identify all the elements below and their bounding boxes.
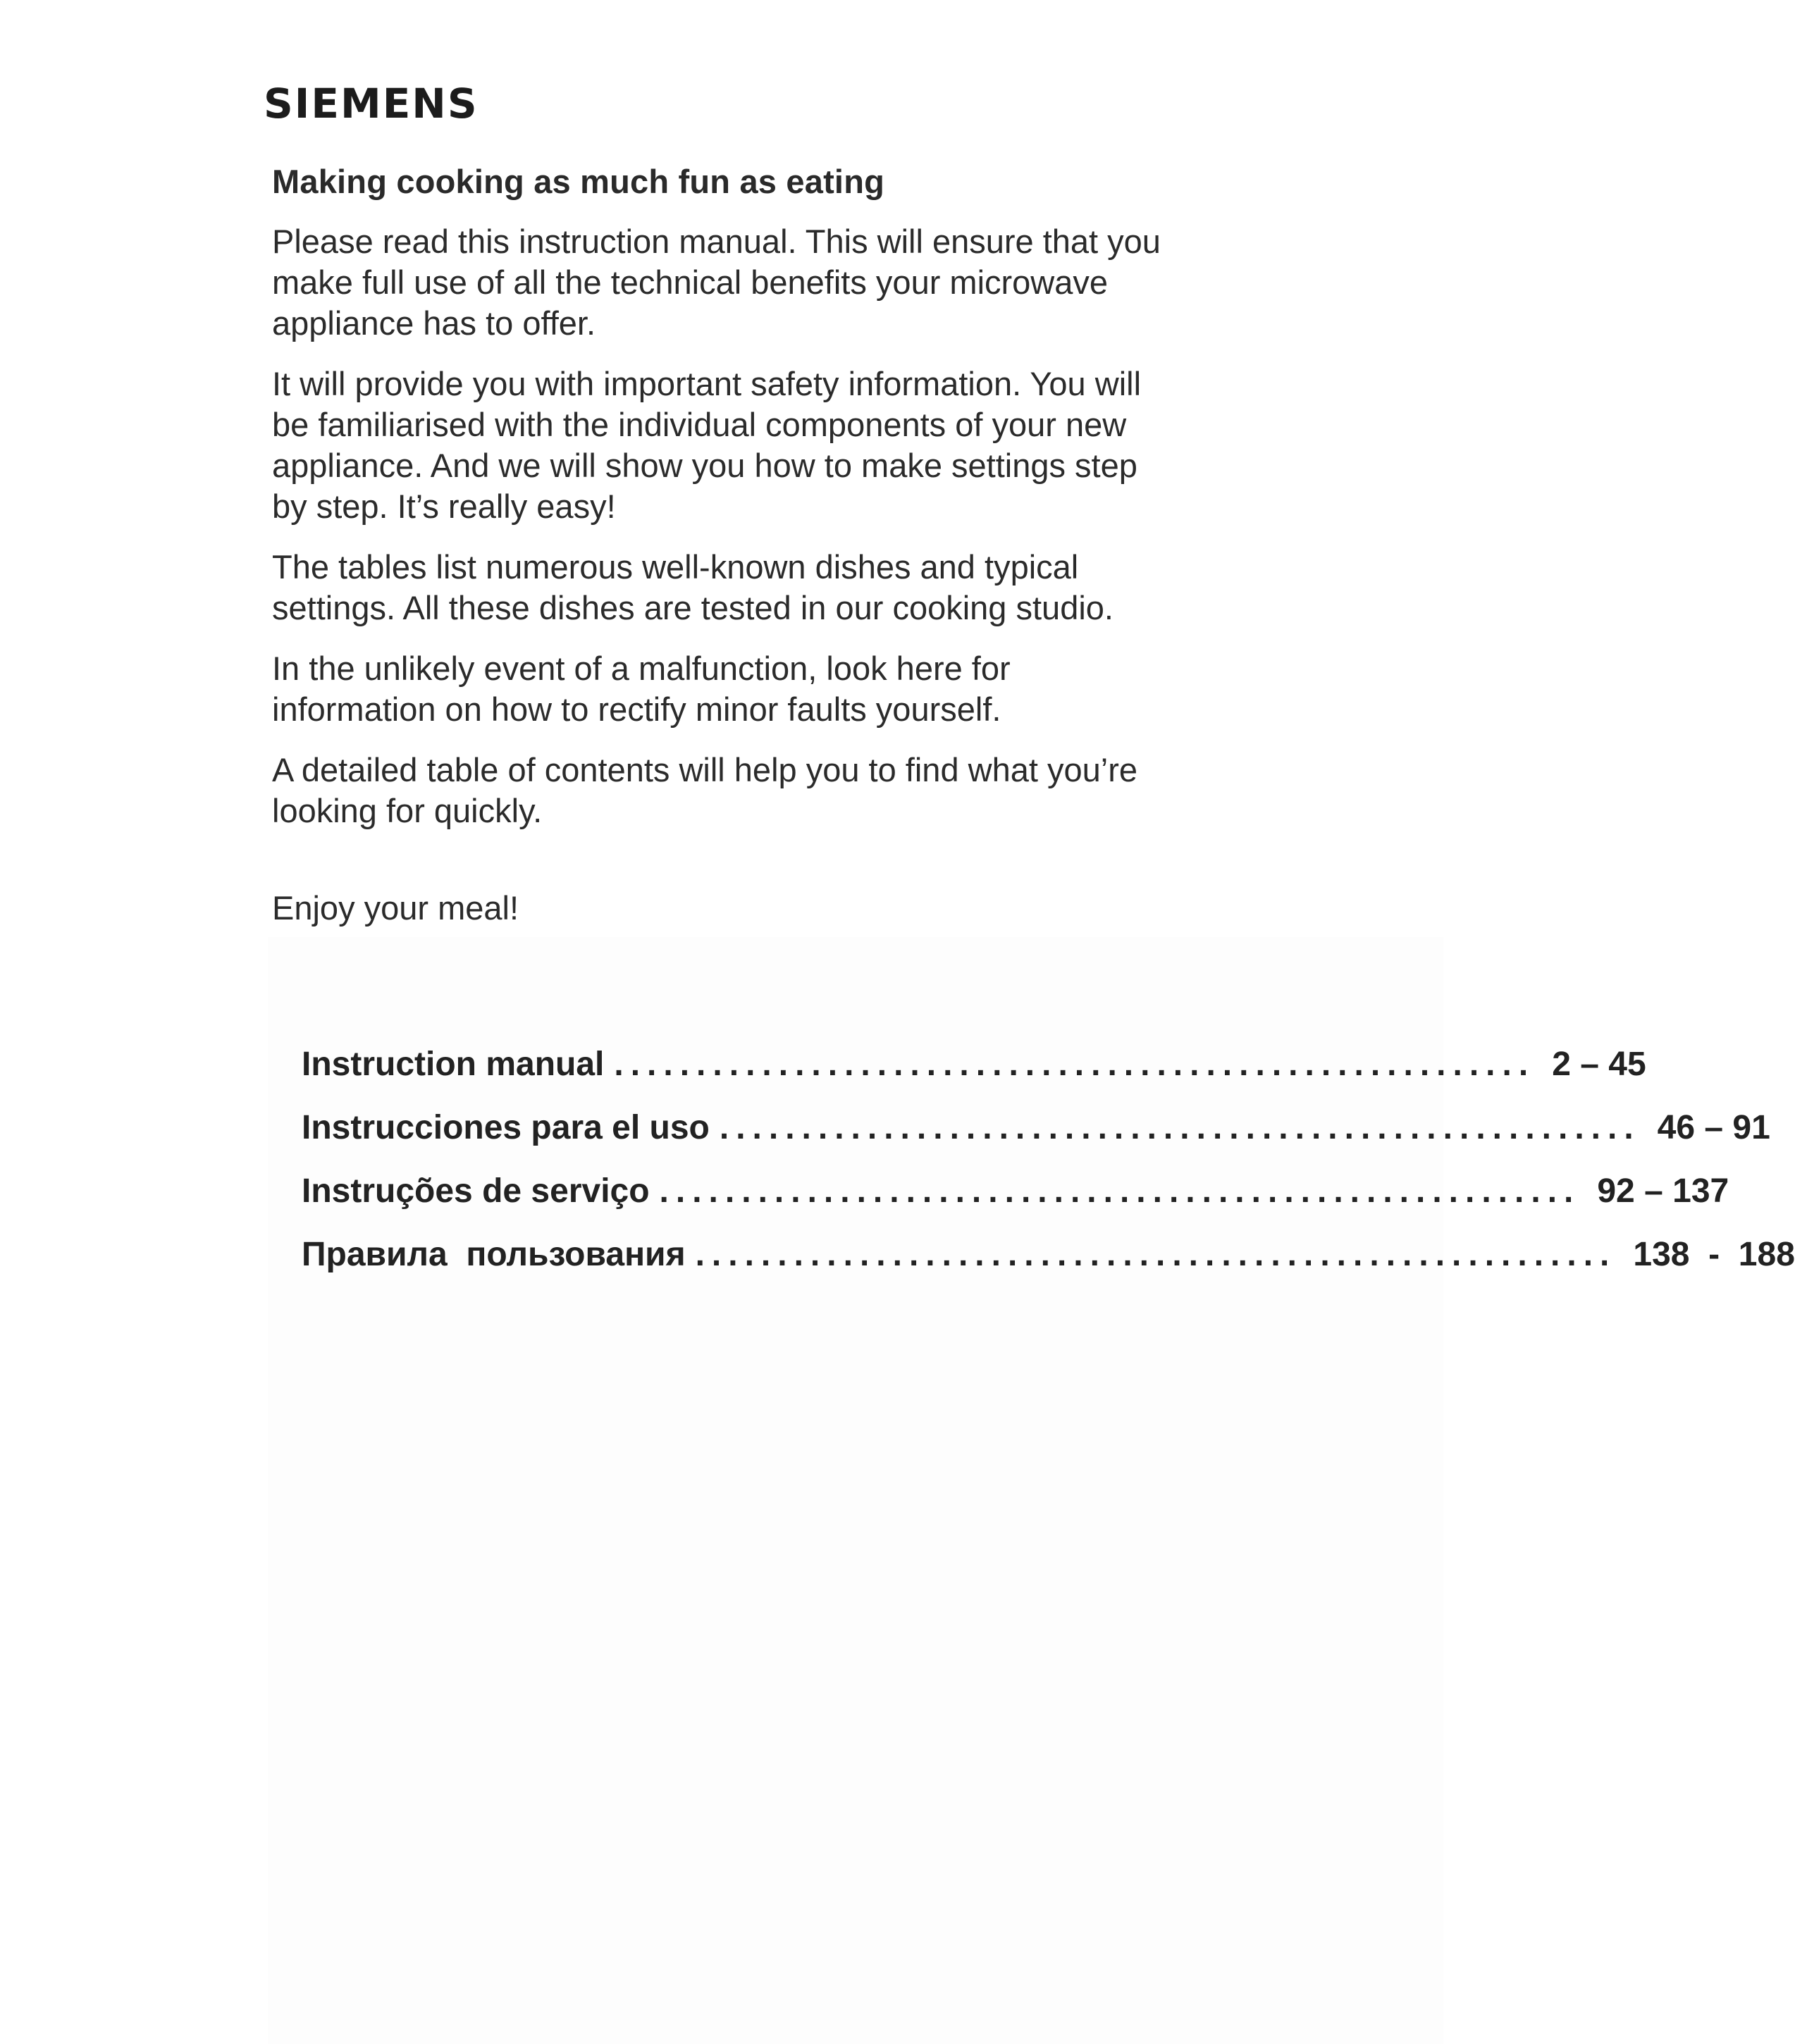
intro-paragraph-5: A detailed table of contents will help you to find what you’re looking for quickly.: [272, 751, 1137, 830]
closing-line: Enjoy your meal!: [272, 889, 519, 927]
toc-entry-russian[interactable]: [302, 1235, 1795, 1299]
intro-section: [272, 162, 1174, 929]
language-table-of-contents: [302, 1045, 1795, 1299]
toc-entry-label: Правила пользования: [302, 1236, 686, 1273]
siemens-logo: SIEMENS: [264, 80, 479, 128]
toc-entry-english[interactable]: [302, 1045, 1646, 1108]
intro-paragraph-3: The tables list numerous well-known dishes and typical settings. All these dishes are tested in our cooking studio.: [272, 548, 1114, 627]
toc-entry-pages: 46 – 91: [1657, 1109, 1770, 1146]
toc-dot-leader: ........................................................: [719, 1109, 1641, 1146]
toc-dot-leader: ........................................................: [659, 1172, 1581, 1210]
page-title: Making cooking as much fun as eating: [272, 163, 885, 200]
toc-entry-pages: 138 - 188: [1633, 1236, 1795, 1273]
toc-dot-leader: ........................................................: [614, 1046, 1536, 1083]
toc-entry-label: Instruções de serviço: [302, 1172, 650, 1210]
toc-entry-portuguese[interactable]: [302, 1172, 1729, 1235]
toc-entry-pages: 2 – 45: [1552, 1046, 1646, 1083]
toc-entry-label: Instruction manual: [302, 1046, 605, 1083]
intro-paragraph-2: It will provide you with important safety information. You will be familiarised with the individual components of your new appliance. And we will show you how to make settings step by step. It’s really easy!: [272, 365, 1142, 526]
toc-entry-spanish[interactable]: [302, 1108, 1770, 1172]
intro-paragraph-4: In the unlikely event of a malfunction, look here for information on how to rectify minor faults yourself.: [272, 650, 1011, 729]
toc-entry-label: Instrucciones para el uso: [302, 1109, 710, 1146]
toc-entry-pages: 92 – 137: [1597, 1172, 1729, 1210]
intro-paragraph-1: Please read this instruction manual. This will ensure that you make full use of all the technical benefits your microwave appliance has to offer.: [272, 223, 1161, 342]
toc-dot-leader: ........................................................: [695, 1236, 1617, 1273]
